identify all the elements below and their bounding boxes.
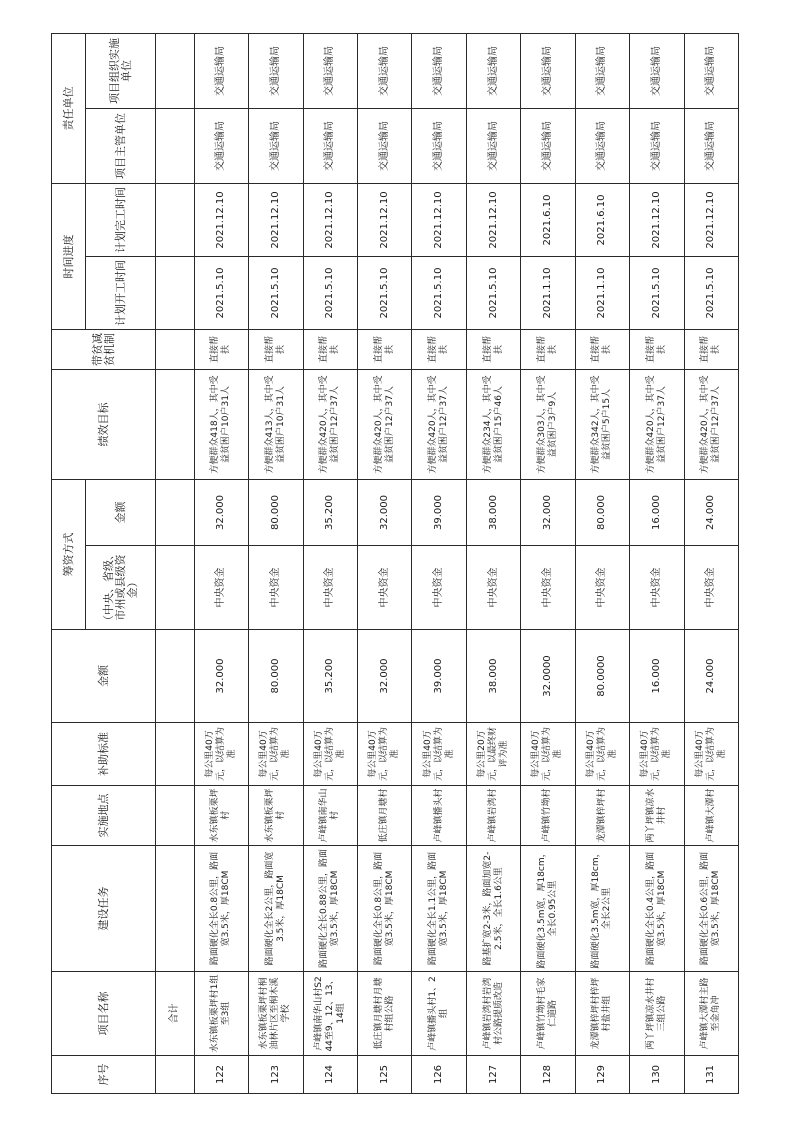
row-end-date: 2021.12.10 [412,184,466,257]
row-location: 卢峰镇南华山村 [303,786,357,846]
row-end-date: 2021.12.10 [249,184,303,257]
row-performance-target: 方便群众420人，其中受益贫困户12户37人 [303,370,357,480]
row-end-date: 2021.12.10 [630,184,684,257]
table-row [521,34,575,1094]
row-subsidy-standard: 每公里40万元，以结算为准 [303,723,357,786]
row-construction-task: 路面硬化全长0.6公里，路面宽3.5米，厚18CM [684,846,738,972]
table-row [412,34,466,1094]
total-empty-cell [156,330,195,370]
row-end-date: 2021.12.10 [357,184,411,257]
row-supervisor: 交通运输局 [303,109,357,184]
header-funding-source: （中央、省级、市州或县级资金） [86,546,156,630]
header-seq: 序号 [52,1056,156,1094]
project-table [51,33,739,1094]
row-funding-source: 中央资金 [412,546,466,630]
row-mechanism: 直接帮扶 [575,330,629,370]
row-project-name: 卢峰镇播头村1、2组 [412,972,466,1056]
row-performance-target: 方便群众342人，其中受益贫困户5户15人 [575,370,629,480]
row-supervisor: 交通运输局 [249,109,303,184]
row-project-name: 卢峰镇大潭村主路至金角冲 [684,972,738,1056]
header-start: 计划开工时间 [86,257,156,330]
row-supervisor: 交通运输局 [630,109,684,184]
row-project-name: 龙潭镇梓坪村梓坪村盐井组 [575,972,629,1056]
table-row [357,34,411,1094]
row-seq: 126 [412,1056,466,1094]
header-subsidy: 补助标准 [52,723,156,786]
row-amount: 16.000 [630,630,684,723]
header-responsibility: 责任单位 [52,34,86,184]
row-subsidy-standard: 每公里40万元，以结算为准 [630,723,684,786]
row-amount: 39.000 [412,630,466,723]
row-location: 卢峰镇竹坳村 [521,786,575,846]
row-start-date: 2021.5.10 [466,257,520,330]
header-location: 实施地点 [52,786,156,846]
row-implementer: 交通运输局 [630,34,684,109]
row-project-name: 低庄镇月塘村月塘村组公路 [357,972,411,1056]
total-empty-cell [156,34,195,109]
total-empty-cell [156,370,195,480]
row-location: 卢峰镇岩湾村 [466,786,520,846]
row-subsidy-standard: 每公里40万元，以结算为准 [521,723,575,786]
table-row [303,34,357,1094]
header-end: 计划完工时间 [86,184,156,257]
row-implementer: 交通运输局 [466,34,520,109]
header-row-1 [52,34,86,1094]
table-row [194,34,248,1094]
row-funding-source: 中央资金 [575,546,629,630]
row-performance-target: 方便群众420人，其中受益贫困户12户37人 [684,370,738,480]
row-amount: 24.000 [684,630,738,723]
row-end-date: 2021.12.10 [194,184,248,257]
row-mechanism: 直接帮扶 [249,330,303,370]
row-funding-amount: 38.000 [466,480,520,546]
row-performance-target: 方便群众420人，其中受益贫困户12户37人 [412,370,466,480]
table-row [466,34,520,1094]
row-start-date: 2021.1.10 [575,257,629,330]
row-seq: 124 [303,1056,357,1094]
row-construction-task: 路面硬化全长1.1公里，路面宽3.5米，厚18CM [412,846,466,972]
header-funding: 筹资方式 [52,480,86,630]
row-amount: 80.0000 [575,630,629,723]
row-funding-amount: 32.000 [194,480,248,546]
row-supervisor: 交通运输局 [684,109,738,184]
row-seq: 129 [575,1056,629,1094]
row-funding-amount: 16.000 [630,480,684,546]
row-implementer: 交通运输局 [303,34,357,109]
row-mechanism: 直接帮扶 [630,330,684,370]
row-implementer: 交通运输局 [684,34,738,109]
row-seq: 127 [466,1056,520,1094]
row-mechanism: 直接帮扶 [412,330,466,370]
row-performance-target: 方便群众303人，其中受益贫困户3户9人 [521,370,575,480]
row-subsidy-standard: 每公里40万元，以结算为准 [194,723,248,786]
row-funding-source: 中央资金 [303,546,357,630]
row-performance-target: 方便群众413人，其中受益贫困户10户31人 [249,370,303,480]
row-location: 水东镇板栗坪村 [194,786,248,846]
row-implementer: 交通运输局 [357,34,411,109]
row-start-date: 2021.1.10 [521,257,575,330]
total-row [156,34,195,1094]
row-start-date: 2021.5.10 [630,257,684,330]
row-seq: 123 [249,1056,303,1094]
row-construction-task: 路面硬化全长0.8公里，路面宽3.5米，厚18CM [194,846,248,972]
row-funding-source: 中央资金 [194,546,248,630]
row-end-date: 2021.6.10 [521,184,575,257]
row-end-date: 2021.12.10 [466,184,520,257]
total-empty-cell [156,723,195,786]
row-mechanism: 直接帮扶 [194,330,248,370]
row-mechanism: 直接帮扶 [466,330,520,370]
row-construction-task: 路面硬化3.5m宽，厚18cm，全长2公里 [575,846,629,972]
row-supervisor: 交通运输局 [194,109,248,184]
total-label: 合计 [156,972,195,1056]
row-funding-amount: 24.000 [684,480,738,546]
row-construction-task: 路基扩宽2-3米，路面加宽2-2.5米，全长1.6公里 [466,846,520,972]
row-funding-source: 中央资金 [357,546,411,630]
row-seq: 128 [521,1056,575,1094]
row-performance-target: 方便群众420人，其中受益贫困户12户37人 [357,370,411,480]
row-project-name: 卢峰镇岩湾村岩湾村公路提质改造 [466,972,520,1056]
row-subsidy-standard: 每公里20万元，以最终财评为准 [466,723,520,786]
row-amount: 38.000 [466,630,520,723]
row-subsidy-standard: 每公里40万元，以结算为准 [412,723,466,786]
row-project-name: 水东镇板栗坪村桐油林片区至桐木溪学校 [249,972,303,1056]
total-empty-cell [156,786,195,846]
row-location: 卢峰镇大潭村 [684,786,738,846]
row-start-date: 2021.5.10 [684,257,738,330]
row-performance-target: 方便群众234人，其中受益贫困户15户46人 [466,370,520,480]
header-name: 项目名称 [52,972,156,1056]
row-subsidy-standard: 每公里40万元，以结算为准 [357,723,411,786]
row-project-name: 水东镇板栗坪村1组至3组 [194,972,248,1056]
row-start-date: 2021.5.10 [412,257,466,330]
row-start-date: 2021.5.10 [249,257,303,330]
row-supervisor: 交通运输局 [357,109,411,184]
header-target: 绩效目标 [52,370,156,480]
table-row [249,34,303,1094]
row-mechanism: 直接帮扶 [684,330,738,370]
header-implementer: 项目组织实施单位 [86,34,156,109]
row-funding-source: 中央资金 [466,546,520,630]
row-construction-task: 路面硬化全长0.8公里，路面宽3.5米，厚18CM [357,846,411,972]
row-funding-amount: 80.000 [249,480,303,546]
total-empty-cell [156,630,195,723]
total-empty-cell [156,184,195,257]
row-supervisor: 交通运输局 [521,109,575,184]
row-supervisor: 交通运输局 [412,109,466,184]
row-project-name: 两丫坪镇凉水井村三组公路 [630,972,684,1056]
row-subsidy-standard: 每公里40万元，以结算为准 [684,723,738,786]
header-mechanism: 带贫减贫机制 [52,330,156,370]
row-seq: 122 [194,1056,248,1094]
row-seq: 131 [684,1056,738,1094]
total-empty-cell [156,109,195,184]
row-funding-source: 中央资金 [521,546,575,630]
row-implementer: 交通运输局 [575,34,629,109]
table-row [630,34,684,1094]
row-funding-amount: 32.000 [357,480,411,546]
row-amount: 32.0000 [521,630,575,723]
row-implementer: 交通运输局 [194,34,248,109]
header-task: 建设任务 [52,846,156,972]
row-end-date: 2021.12.10 [684,184,738,257]
row-performance-target: 方便群众418人，其中受益贫困户10户31人 [194,370,248,480]
row-mechanism: 直接帮扶 [357,330,411,370]
row-end-date: 2021.6.10 [575,184,629,257]
total-empty-cell [156,846,195,972]
row-implementer: 交通运输局 [249,34,303,109]
row-amount: 35.200 [303,630,357,723]
total-empty-cell [156,257,195,330]
row-funding-amount: 32.000 [521,480,575,546]
row-mechanism: 直接帮扶 [521,330,575,370]
rotated-table-container [51,34,739,1094]
table-body [156,34,739,1094]
row-amount: 32.000 [194,630,248,723]
header-schedule: 时间进度 [52,184,86,330]
row-seq: 125 [357,1056,411,1094]
row-construction-task: 路面硬化全长2公里，路面宽3.5米，厚18CM [249,846,303,972]
row-location: 水东镇板栗坪村 [249,786,303,846]
row-subsidy-standard: 每公里40万元，以结算为准 [249,723,303,786]
table-row [575,34,629,1094]
row-seq: 130 [630,1056,684,1094]
row-amount: 80.000 [249,630,303,723]
row-project-name: 卢峰镇南华山村S244至9、12、13、14组 [303,972,357,1056]
row-supervisor: 交通运输局 [466,109,520,184]
total-empty-cell [156,546,195,630]
row-start-date: 2021.5.10 [303,257,357,330]
row-implementer: 交通运输局 [412,34,466,109]
row-project-name: 卢峰镇竹坳村毛家仁道路 [521,972,575,1056]
total-empty-cell [156,480,195,546]
row-funding-amount: 35.200 [303,480,357,546]
row-performance-target: 方便群众420人，其中受益贫困户12户37人 [630,370,684,480]
row-construction-task: 路面硬化全长0.4公里，路面宽3.5米，厚18CM [630,846,684,972]
row-funding-source: 中央资金 [630,546,684,630]
row-construction-task: 路面硬化3.5m宽，厚18cm，全长0.95公里 [521,846,575,972]
table-row [684,34,738,1094]
total-seq-cell [156,1056,195,1094]
row-funding-amount: 80.000 [575,480,629,546]
row-start-date: 2021.5.10 [357,257,411,330]
header-funding-amount: 金额 [86,480,156,546]
row-funding-amount: 39.000 [412,480,466,546]
row-location: 卢峰镇播头村 [412,786,466,846]
row-start-date: 2021.5.10 [194,257,248,330]
header-supervisor: 项目主管单位 [86,109,156,184]
row-mechanism: 直接帮扶 [303,330,357,370]
row-funding-source: 中央资金 [684,546,738,630]
row-end-date: 2021.12.10 [303,184,357,257]
row-location: 两丫坪镇凉水井村 [630,786,684,846]
row-location: 龙潭镇梓坪村 [575,786,629,846]
row-amount: 32.000 [357,630,411,723]
row-subsidy-standard: 每公里40万元，以结算为准 [575,723,629,786]
row-supervisor: 交通运输局 [575,109,629,184]
row-construction-task: 路面硬化全长0.88公里，路面宽3.5米，厚18CM [303,846,357,972]
row-location: 低庄镇月塘村 [357,786,411,846]
row-funding-source: 中央资金 [249,546,303,630]
row-implementer: 交通运输局 [521,34,575,109]
header-amount: 金额 [52,630,156,723]
